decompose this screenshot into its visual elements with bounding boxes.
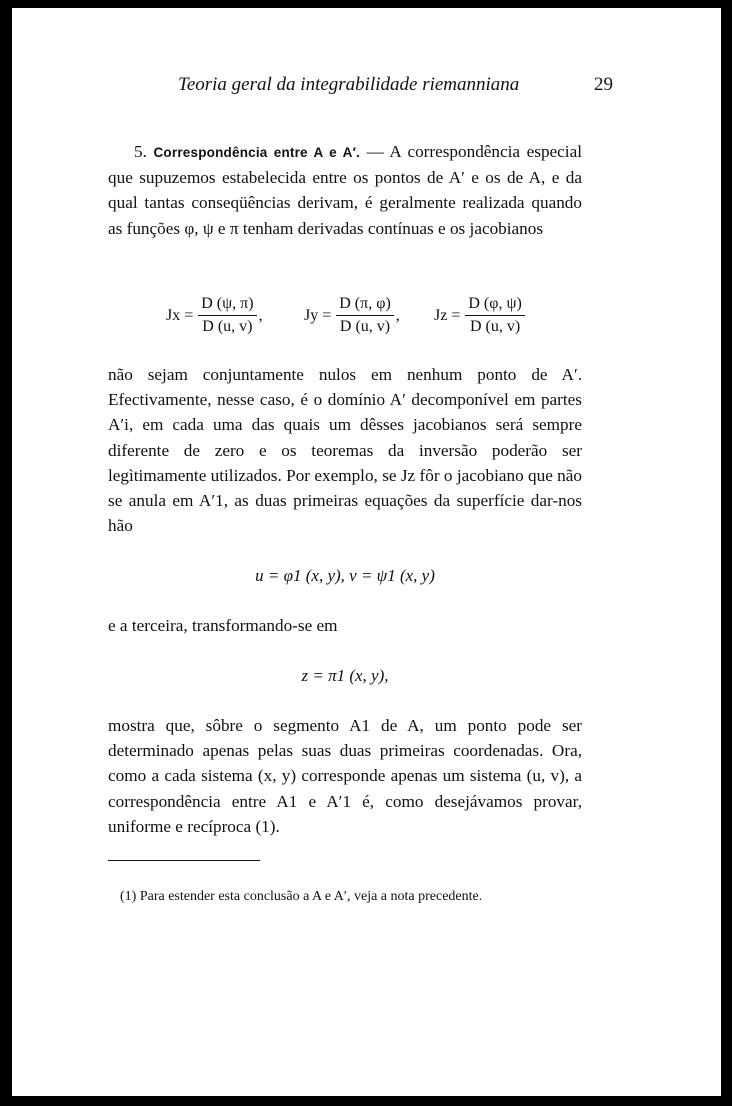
jacobian-y	[304, 294, 400, 337]
fraction-numerator: D (φ, ψ)	[465, 294, 524, 316]
section-dash: —	[366, 142, 390, 161]
jacobian-z	[434, 294, 527, 337]
book-page	[12, 8, 721, 1096]
section-number: 5.	[134, 142, 147, 161]
jacobian-lhs: Jy =	[304, 306, 332, 324]
section-title: Correspondência entre A e A′.	[153, 145, 360, 160]
page-number: 29	[594, 74, 613, 95]
jacobian-tail: ,	[395, 306, 400, 324]
fraction-denominator: D (u, v)	[202, 318, 253, 335]
paragraph-3: e a terceira, transformando-se em	[108, 616, 338, 635]
jacobian-lhs: Jx =	[166, 306, 194, 324]
running-title: Teoria geral da integrabilidade riemanniana	[178, 74, 520, 95]
fraction	[198, 294, 256, 337]
footnote: (1) Para estender esta conclusão a A e A′, veja a nota precedente.	[120, 889, 483, 904]
jacobian-formulas	[108, 288, 582, 338]
jacobian-tail: ,	[258, 306, 263, 324]
fraction	[465, 294, 524, 337]
formula-uv: u = φ1 (x, y), v = ψ1 (x, y)	[255, 566, 435, 585]
fraction	[336, 294, 394, 337]
formula-z: z = π1 (x, y),	[301, 666, 389, 685]
paragraph-1	[108, 139, 582, 241]
jacobian-x	[166, 294, 263, 337]
paragraph-4: mostra que, sôbre o segmento A1 de A, um ponto pode ser determinado apenas pelas suas duas primeiras coordenadas. Ora, como a cada sistema (x, y) corresponde apenas um sistema (u, v), a correspondência entre A1 e A′1 é, como desejávamos provar, uniforme e recíproca (1).	[108, 716, 582, 836]
fraction-numerator: D (ψ, π)	[198, 294, 256, 316]
fraction-numerator: D (π, φ)	[336, 294, 394, 316]
fraction-denominator: D (u, v)	[339, 318, 391, 335]
jacobian-lhs: Jz =	[434, 306, 461, 324]
paragraph-1-text: A correspondência especial que supuzemos estabelecida entre os pontos de A′ e os de A, e da qual tantas conseqüências derivam, é geralmente realizada quando as funções φ, ψ e π tenham derivadas contínuas e os jacobianos	[108, 142, 582, 238]
running-header	[108, 74, 613, 104]
fraction-denominator: D (u, v)	[469, 318, 521, 335]
paragraph-2: não sejam conjuntamente nulos em nenhum ponto de A′. Efectivamente, nesse caso, é o domínio A′ decomponível em partes A′i, em cada uma das quais um dêsses jacobianos será sempre diferente de zero e os teoremas da inversão poderão ser legìtimamente utilizados. Por exemplo, se Jz fôr o jacobiano que não se anula em A′1, as duas primeiras equações da superfície dar-nos hão	[108, 365, 582, 536]
footnote-rule	[108, 860, 260, 861]
